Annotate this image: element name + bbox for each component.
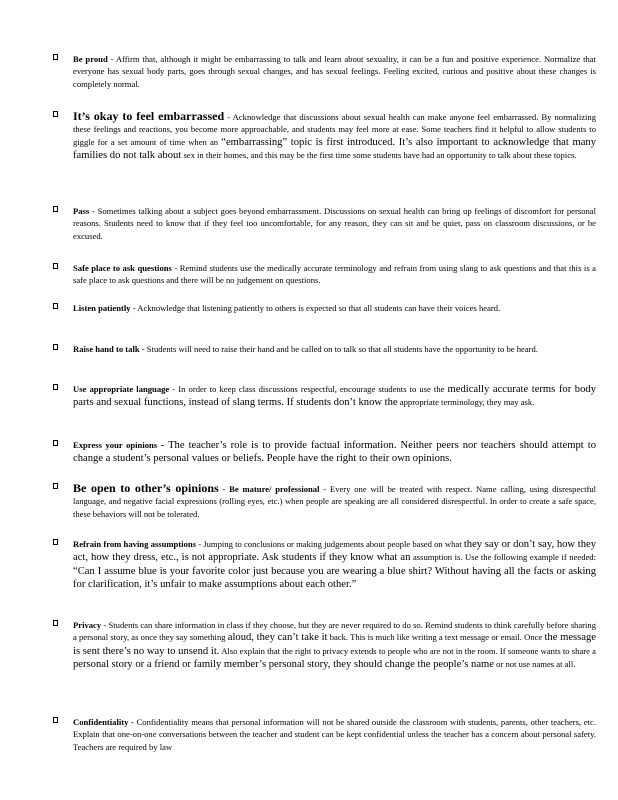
item-text-large-2: the message is sent there’s no way to unsend it. [73,632,596,657]
bullet-icon [53,717,58,723]
list-item [53,343,596,355]
item-title: Raise hand to talk [73,344,140,354]
item-text-large: - The teacher’s role is to provide factual information. Neither peers nor teachers should attempt to change a student’s personal values or beliefs. People have the right to their own opinions. [73,440,596,465]
list-item [53,716,596,753]
paragraph [73,262,596,287]
item-title: Pass [73,206,90,216]
paragraph [73,205,596,242]
item-text-tail: sex in their homes, and this may be the first time some students have had an opportunity to talk about these topics. [183,150,577,161]
item-text-large: “embarrassing” topic is first introduced. It’s also important to acknowledge that many families do not talk about [73,136,597,162]
item-text: - Every one will be treated with respect. Name calling, using disrespectful language, and negative facial expressions (rolling eyes, etc.) when people are speaking are all considered disrespectful. In order to create a safe space, these behaviors will not be tolerated. [73,484,597,519]
item-text: - Confidentiality means that personal information will not be shared outside the classroom with students, parents, other teachers, etc. Explain that one-on-one conversations between the teacher and student can be kept confidential unless the teacher has a concern about personal safety. Teachers are required by law [73,717,596,752]
item-text-tail-2: or not use names at all. [496,659,576,670]
item-title: Listen patiently [73,303,131,313]
paragraph [73,619,596,672]
bullet-icon [53,111,58,117]
item-text: - Students can share information in class if they choose, but they are never required to do so. Remind students to think carefully before sharing a personal story, as once they say something [73,620,596,643]
list-item [53,439,596,466]
item-text: - Acknowledge that listening patiently to others is expected so that all students can have their voices heard. [132,303,501,313]
item-text: - Students will need to raise their hand and be called on to talk so that all students have the opportunity to be heard. [141,344,538,354]
list-item [53,538,596,592]
bullet-icon [53,344,58,350]
list-item [53,482,596,520]
paragraph [73,53,596,90]
paragraph [73,383,596,410]
item-title: Confidentiality [73,717,129,727]
item-text-large: aloud, they can’t take it [227,632,328,644]
item-text: - Sometimes talking about a subject goes beyond embarrassment. Discussions on sexual health can bring up feelings of discomfort for personal reasons. Students need to know that if they feel too uncomfortable, for any reason, they can sit and be quiet, pass on classroom discussions, or be excused. [73,206,596,241]
list-item [53,53,596,90]
paragraph [73,110,596,163]
bullet-icon [53,384,58,390]
item-title: Be open to other’s opinions [73,481,219,495]
paragraph [73,439,596,466]
item-text-large: medically accurate terms for body parts and sexual functions, instead of slang terms. If students don’t know the [73,384,596,409]
bullet-icon [53,620,58,626]
item-text-large: they say or don’t say, how they act, how they dress, etc., is not appropriate. Ask students if they know what an [73,539,597,564]
item-text-tail: appropriate terminology, they may ask. [399,397,535,408]
item-text-mid: back. This is much like writing a text message or email. Once [329,632,543,643]
bullet-icon [53,263,58,269]
list-item [53,110,596,163]
bullet-icon [53,440,58,446]
bullet-icon [53,206,58,212]
item-text-large-3: personal story or a friend or family member’s personal story, they should change the people’s name [73,659,494,671]
paragraph [73,343,596,355]
bullet-icon [53,54,58,60]
bullet-icon [53,303,58,309]
paragraph [73,302,596,314]
item-title: It’s okay to feel embarrassed [73,109,225,123]
paragraph [73,716,596,753]
item-title: Use appropriate language [73,384,170,394]
list-item [53,383,596,410]
list-item [53,205,596,242]
list-item [53,619,596,672]
item-text: - Remind students use the medically accurate terminology and refrain from using slang to ask questions and that this is a safe place to ask questions and there will be no judgement on questions. [73,263,596,286]
item-text-mid: assumption is. Use the following example if needed: [412,552,596,563]
list-item [53,302,596,314]
item-text: - In order to keep class discussions respectful, encourage students to use the [172,384,445,394]
bullet-icon [53,539,58,545]
item-text-tail: Also explain that the right to privacy extends to people who are not in the room. If someone wants to share a [221,645,596,656]
paragraph [73,538,596,592]
item-title: Privacy [73,620,102,630]
item-text-large-2: “Can I assume blue is your favorite color just because you are wearing a blue shirt? Without having all the facts or asking for clarification, it’s unfair to make assumptions about each other.” [73,565,596,591]
item-subtitle: - Be mature/ professional [222,484,320,494]
item-text: - Affirm that, although it might be embarrassing to talk and learn about sexuality, it can be a fun and positive experience. Normalize that everyone has sexual body parts, goes through sexual changes, and has sexual feelings. Feeling excited, curious and positive about these changes is completely normal. [73,54,596,89]
item-title: Refrain from having assumptions [73,539,196,549]
item-text: - Jumping to conclusions or making judgements about people based on what [198,539,462,549]
item-title: Safe place to ask questions [73,263,172,273]
paragraph [73,482,596,520]
bullet-icon [53,483,58,489]
item-text: - Acknowledge that discussions about sexual health can make anyone feel embarrassed. By normalizing these feelings and reactions, you become more approachable, and students may feel more at ease. Some teachers find it helpful to allow students to giggle for a set amount of time when an [73,112,596,147]
item-title: Be proud [73,54,108,64]
item-title: Express your opinions [73,440,158,450]
list-item [53,262,596,287]
